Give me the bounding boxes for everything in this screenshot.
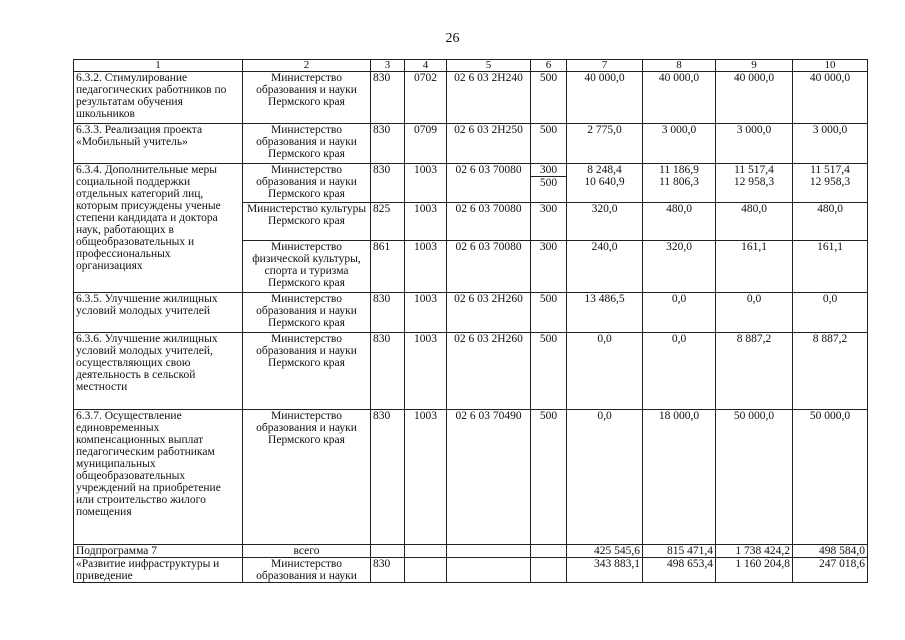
section-code-cell: 1003: [405, 410, 447, 545]
table-row: [74, 164, 868, 203]
col-header-5: 5: [447, 60, 531, 72]
value-line: 11 806,3: [659, 176, 699, 188]
value-cell: 40 000,0: [643, 72, 716, 124]
value-cell: [793, 164, 868, 203]
department-cell: Министерство культуры Пермского края: [243, 203, 371, 241]
section-code-cell: 1003: [405, 203, 447, 241]
expense-type-cell: 500: [531, 124, 567, 164]
code-cell: 825: [371, 203, 405, 241]
value-cell: 0,0: [643, 333, 716, 410]
department-cell: Министерство образования и науки Пермского края: [243, 410, 371, 545]
subprogram-total-row: [74, 545, 868, 558]
empty-cell: [405, 558, 447, 583]
col-header-3: 3: [371, 60, 405, 72]
value-line: 11 517,4: [734, 164, 774, 176]
col-header-9: 9: [716, 60, 793, 72]
value-cell: 3 000,0: [716, 124, 793, 164]
target-article-cell: 02 6 03 70080: [447, 164, 531, 203]
table-row: [74, 558, 868, 583]
total-value-cell: 498 584,0: [793, 545, 868, 558]
expense-type-300: 300: [539, 164, 558, 176]
value-cell: 40 000,0: [567, 72, 643, 124]
value-cell: 1 160 204,8: [716, 558, 793, 583]
value-cell: 480,0: [716, 203, 793, 241]
col-header-10: 10: [793, 60, 868, 72]
subprogram-title: Подпрограмма 7: [74, 545, 243, 558]
section-code-cell: 1003: [405, 241, 447, 293]
expense-type-cell: 500: [531, 410, 567, 545]
code-cell: 830: [371, 558, 405, 583]
value-cell: 320,0: [567, 203, 643, 241]
empty-cell: [371, 545, 405, 558]
target-article-cell: 02 6 03 2Н260: [447, 333, 531, 410]
col-header-8: 8: [643, 60, 716, 72]
value-cell: 0,0: [716, 293, 793, 333]
col-header-1: 1: [74, 60, 243, 72]
target-article-cell: 02 6 03 70080: [447, 203, 531, 241]
target-article-cell: 02 6 03 70490: [447, 410, 531, 545]
value-cell: [567, 164, 643, 203]
empty-cell: [447, 545, 531, 558]
target-article-cell: 02 6 03 70080: [447, 241, 531, 293]
value-cell: 161,1: [793, 241, 868, 293]
value-cell: 480,0: [643, 203, 716, 241]
value-cell: 8 887,2: [716, 333, 793, 410]
item-name: 6.3.2. Стимулирование педагогических работников по результатам обучения школьников: [74, 72, 243, 124]
section-code-cell: 1003: [405, 164, 447, 203]
value-cell: 0,0: [567, 410, 643, 545]
table-row: [74, 72, 868, 124]
target-article-cell: 02 6 03 2Н260: [447, 293, 531, 333]
item-name: 6.3.7. Осуществление единовременных компенсационных выплат педагогическим работникам муниципальных общеобразовательных учреждений на приобретение или строительство жилого помещения: [74, 410, 243, 545]
code-cell: 830: [371, 72, 405, 124]
expense-type-cell: [531, 164, 567, 203]
value-cell: 0,0: [793, 293, 868, 333]
department-cell: Министерство образования и науки Пермского края: [243, 124, 371, 164]
value-cell: 498 653,4: [643, 558, 716, 583]
code-cell: 830: [371, 333, 405, 410]
value-cell: [716, 164, 793, 203]
department-cell: Министерство физической культуры, спорта и туризма Пермского края: [243, 241, 371, 293]
expense-type-cell: 500: [531, 333, 567, 410]
expense-type-cell: 300: [531, 241, 567, 293]
table-row: [74, 333, 868, 410]
value-cell: 161,1: [716, 241, 793, 293]
total-label: всего: [243, 545, 371, 558]
value-cell: 50 000,0: [793, 410, 868, 545]
department-cell: Министерство образования и науки Пермского края: [243, 333, 371, 410]
budget-table: [73, 59, 868, 583]
value-cell: 320,0: [643, 241, 716, 293]
empty-cell: [447, 558, 531, 583]
table-row: [74, 124, 868, 164]
expense-type-cell: 500: [531, 72, 567, 124]
value-line: 11 186,9: [659, 164, 699, 176]
item-name: 6.3.6. Улучшение жилищных условий молодых учителей, осуществляющих свою деятельность в сельской местности: [74, 333, 243, 410]
department-cell: Министерство образования и науки Пермского края: [243, 293, 371, 333]
expense-type-cell: 500: [531, 293, 567, 333]
empty-cell: [531, 545, 567, 558]
col-header-4: 4: [405, 60, 447, 72]
value-line: 12 958,3: [809, 176, 851, 188]
value-cell: 50 000,0: [716, 410, 793, 545]
value-line: 10 640,9: [584, 176, 625, 188]
table-row: [74, 293, 868, 333]
page-number: 26: [445, 31, 460, 46]
value-cell: 3 000,0: [643, 124, 716, 164]
value-cell: 8 887,2: [793, 333, 868, 410]
value-cell: 247 018,6: [793, 558, 868, 583]
section-code-cell: 1003: [405, 333, 447, 410]
value-cell: 3 000,0: [793, 124, 868, 164]
col-header-7: 7: [567, 60, 643, 72]
value-cell: 480,0: [793, 203, 868, 241]
value-cell: 0,0: [643, 293, 716, 333]
col-header-2: 2: [243, 60, 371, 72]
value-cell: 0,0: [567, 333, 643, 410]
target-article-cell: 02 6 03 2Н250: [447, 124, 531, 164]
expense-type-cell: 300: [531, 203, 567, 241]
value-cell: 240,0: [567, 241, 643, 293]
code-cell: 830: [371, 164, 405, 203]
department-cell: Министерство образования и науки Пермского края: [243, 72, 371, 124]
empty-cell: [405, 545, 447, 558]
value-line: 12 958,3: [733, 176, 775, 188]
expense-type-500: 500: [531, 176, 566, 189]
col-header-6: 6: [531, 60, 567, 72]
value-cell: [643, 164, 716, 203]
table-row: [74, 410, 868, 545]
value-line: 11 517,4: [810, 164, 850, 176]
total-value-cell: 1 738 424,2: [716, 545, 793, 558]
value-cell: 40 000,0: [716, 72, 793, 124]
total-value-cell: 815 471,4: [643, 545, 716, 558]
column-number-row: [74, 60, 868, 72]
value-line: 8 248,4: [587, 164, 622, 176]
value-cell: 343 883,1: [567, 558, 643, 583]
section-code-cell: 1003: [405, 293, 447, 333]
value-cell: 40 000,0: [793, 72, 868, 124]
section-code-cell: 0702: [405, 72, 447, 124]
department-cell: Министерство образования и науки Пермского края: [243, 164, 371, 203]
department-cell: Министерство образования и науки: [243, 558, 371, 583]
target-article-cell: 02 6 03 2Н240: [447, 72, 531, 124]
value-cell: 18 000,0: [643, 410, 716, 545]
code-cell: 861: [371, 241, 405, 293]
item-name: 6.3.5. Улучшение жилищных условий молодых учителей: [74, 293, 243, 333]
code-cell: 830: [371, 124, 405, 164]
item-name: 6.3.3. Реализация проекта «Мобильный учитель»: [74, 124, 243, 164]
code-cell: 830: [371, 293, 405, 333]
value-cell: 13 486,5: [567, 293, 643, 333]
section-code-cell: 0709: [405, 124, 447, 164]
empty-cell: [531, 558, 567, 583]
code-cell: 830: [371, 410, 405, 545]
total-value-cell: 425 545,6: [567, 545, 643, 558]
subprogram-name: «Развитие инфраструктуры и приведение: [74, 558, 243, 583]
item-name: 6.3.4. Дополнительные меры социальной поддержки отдельных категорий лиц, которым присуждены ученые степени кандидата и доктора наук, работающих в общеобразовательных и профессиональных организациях: [74, 164, 243, 293]
value-cell: 2 775,0: [567, 124, 643, 164]
